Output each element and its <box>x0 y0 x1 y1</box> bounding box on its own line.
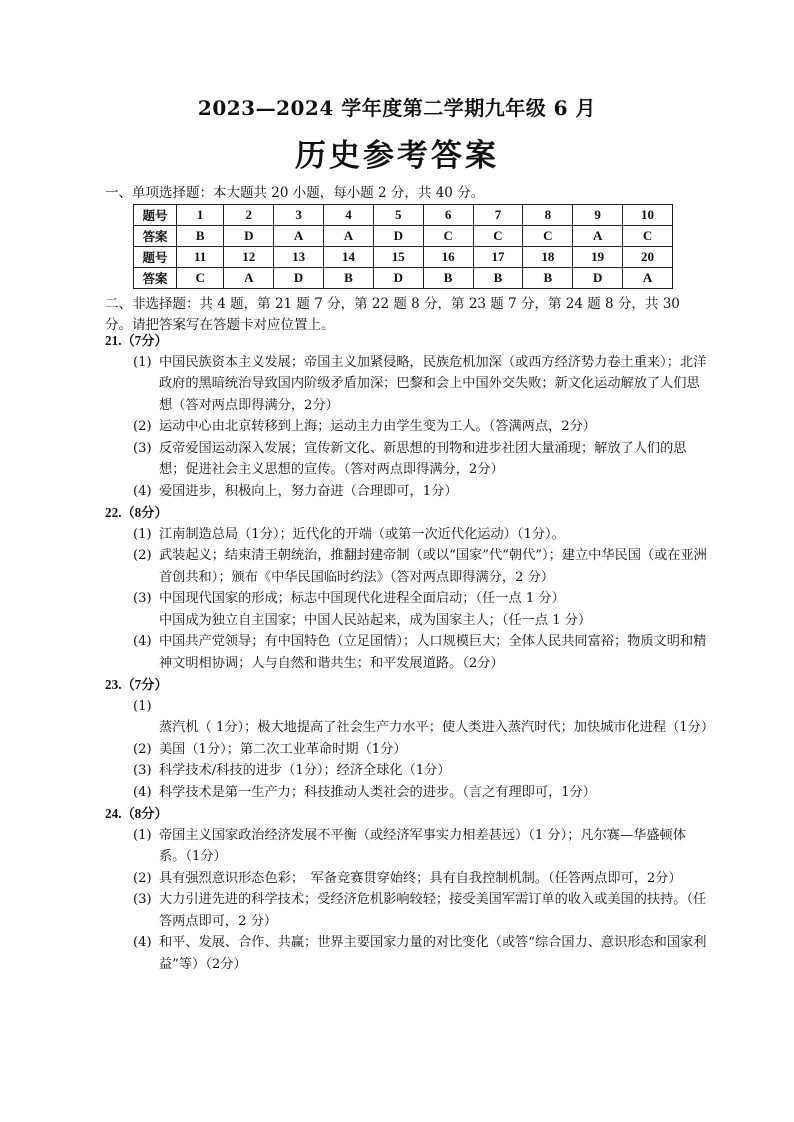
item-text: 爱国进步，积极向上，努力奋进（合理即可，1分） <box>159 483 458 499</box>
item-number: (1) <box>133 354 152 370</box>
list-item <box>133 588 710 610</box>
row-label-answer: 答案 <box>134 226 177 247</box>
table-row-answers <box>134 268 673 289</box>
table-cell: D <box>274 268 324 289</box>
table-cell: D <box>373 268 423 289</box>
table-cell: C <box>473 226 523 247</box>
item-number: (1) <box>133 526 152 542</box>
item-text: 中国现代国家的形成；标志中国现代化进程全面启动；（任一点 1 分） <box>159 591 565 606</box>
list-item <box>133 696 715 739</box>
table-cell: B <box>473 268 523 289</box>
item-text: 具有强烈意识形态色彩； 军备竞赛贯穿始终；具有自我控制机制。（任答两点即可，2分） <box>159 870 682 886</box>
item-continuation: 中国成为独立自主国家；中国人民站起来，成为国家主人；（任一点 1 分） <box>159 612 592 628</box>
list-item <box>133 760 710 782</box>
item-text: 美国（1分）；第二次工业革命时期（1分） <box>159 741 407 757</box>
item-number: (2) <box>133 741 152 757</box>
table-cell: A <box>623 268 673 289</box>
table-cell: D <box>373 226 423 247</box>
table-cell: 5 <box>373 205 423 226</box>
item-number: (3) <box>133 440 152 456</box>
question-23 <box>105 674 715 803</box>
table-cell: D <box>224 226 274 247</box>
table-cell: 16 <box>423 247 473 268</box>
item-text: 中国民族资本主义发展；帝国主义加紧侵略，民族危机加深（或西方经济势力卷土重来）；北洋政府的黑暗统治导致国内阶级矛盾加深；巴黎和会上中国外交失败；新文化运动解放了人们思想（答对两点即得满分，2分） <box>159 354 707 413</box>
list-item <box>133 545 710 588</box>
table-cell: 20 <box>623 247 673 268</box>
table-cell: B <box>523 268 573 289</box>
table-cell: 1 <box>177 205 224 226</box>
table-cell: 4 <box>324 205 374 226</box>
table-cell: D <box>573 268 623 289</box>
table-cell: 18 <box>523 247 573 268</box>
list-item <box>133 481 710 503</box>
table-cell: A <box>324 226 374 247</box>
item-number: (2) <box>133 548 152 563</box>
item-text: 蒸汽机（ 1分）；极大地提高了社会生产力水平；使人类进入蒸汽时代；加快城市化进程（1分） <box>159 720 715 735</box>
item-text: 江南制造总局（1分）；近代化的开端（或第一次近代化运动）（1分）。 <box>159 526 565 542</box>
table-cell: 12 <box>224 247 274 268</box>
item-number: (4) <box>133 784 152 800</box>
list-item <box>133 416 710 438</box>
list-item <box>133 889 710 932</box>
page-title: 历史参考答案 <box>295 138 499 174</box>
item-number: (2) <box>133 419 152 434</box>
table-cell: C <box>177 268 224 289</box>
list-item <box>133 782 710 804</box>
item-text: 科学技术/科技的进步（1分）；经济全球化（1分） <box>159 763 451 778</box>
table-cell: 10 <box>623 205 673 226</box>
row-label-question: 题号 <box>134 205 177 226</box>
question-header: 24.（8分） <box>105 806 168 821</box>
table-cell: 9 <box>573 205 623 226</box>
table-row-answers <box>134 226 673 247</box>
list-item <box>133 739 710 761</box>
item-text: 科学技术是第一生产力；科技推动人类社会的进步。（言之有理即可，1分） <box>159 784 596 800</box>
list-item <box>133 352 710 417</box>
table-cell: A <box>573 226 623 247</box>
question-header: 21.（7分） <box>105 333 168 348</box>
item-text: 武装起义；结束清王朝统治，推翻封建帝制（或以“国家”代“朝代”）；建立中华民国（或在亚洲首创共和）；颁布《中华民国临时约法》（答对两点即得满分，2 分） <box>159 548 707 585</box>
item-number: (4) <box>133 483 152 499</box>
questions-body <box>105 330 715 975</box>
table-cell: B <box>324 268 374 289</box>
table-cell: B <box>423 268 473 289</box>
question-24 <box>105 803 710 975</box>
row-label-answer: 答案 <box>134 268 177 289</box>
list-item <box>133 868 710 890</box>
exam-term-title: 2023—2024 学年度第二学期九年级 6 月 <box>197 96 597 120</box>
table-cell: A <box>224 268 274 289</box>
table-cell: 11 <box>177 247 224 268</box>
question-header: 22.（8分） <box>105 505 168 520</box>
table-cell: 17 <box>473 247 523 268</box>
table-cell: 15 <box>373 247 423 268</box>
list-item <box>133 524 710 546</box>
section2-heading: 二、非选择题：共 4 题，第 21 题 7 分，第 22 题 8 分，第 23 题 7 分，第 24 题 8 分，共 30 分。请把答案写在答题卡对应位置上。 <box>105 296 680 333</box>
table-cell: 19 <box>573 247 623 268</box>
item-number: (2) <box>133 870 152 886</box>
table-cell: B <box>177 226 224 247</box>
question-21 <box>105 330 710 502</box>
list-item <box>133 932 710 975</box>
item-number: (3) <box>133 763 152 778</box>
list-item <box>133 631 710 674</box>
table-cell: 13 <box>274 247 324 268</box>
item-text: 大力引进先进的科学技术；受经济危机影响较轻；接受美国军需订单的收入或美国的扶持。（任答两点即可，2 分） <box>159 892 707 929</box>
item-text: 和平、发展、合作、共赢；世界主要国家力量的对比变化（或答“综合国力、意识形态和国家利益”等）（2分） <box>159 935 707 972</box>
row-label-question: 题号 <box>134 247 177 268</box>
table-cell: 6 <box>423 205 473 226</box>
table-cell: 8 <box>523 205 573 226</box>
list-item <box>133 438 710 481</box>
table-cell: C <box>423 226 473 247</box>
item-number: (3) <box>133 591 152 606</box>
list-item <box>133 825 710 868</box>
table-cell: 7 <box>473 205 523 226</box>
answer-table <box>133 204 673 289</box>
item-number: (3) <box>133 892 152 907</box>
question-22 <box>105 502 710 674</box>
question-header: 23.（7分） <box>105 677 168 692</box>
item-number: (1) <box>133 827 152 843</box>
table-cell: 14 <box>324 247 374 268</box>
item-text: 中国共产党领导；有中国特色（立足国情）；人口规模巨大；全体人民共同富裕；物质文明和精神文明相协调；人与自然和谐共生；和平发展道路。（2分） <box>159 634 707 671</box>
item-number: (1) <box>133 698 152 714</box>
table-row-question-numbers <box>134 247 673 268</box>
item-text: 运动中心由北京转移到上海；运动主力由学生变为工人。（答满两点，2分） <box>159 419 596 434</box>
table-cell: 3 <box>274 205 324 226</box>
item-number: (4) <box>133 935 152 950</box>
table-cell: 2 <box>224 205 274 226</box>
item-text: 帝国主义国家政治经济发展不平衡（或经济军事实力相差甚远）（1 分）；凡尔赛—华盛顿体系。（1分） <box>159 827 686 864</box>
item-text: 反帝爱国运动深入发展；宣传新文化、新思想的刊物和进步社团大量涌现；解放了人们的思想；促进社会主义思想的宣传。（答对两点即得满分，2分） <box>159 440 687 477</box>
table-row-question-numbers <box>134 205 673 226</box>
item-number: (4) <box>133 634 152 649</box>
table-cell: C <box>523 226 573 247</box>
table-cell: A <box>274 226 324 247</box>
table-cell: C <box>623 226 673 247</box>
section1-heading: 一、单项选择题：本大题共 20 小题，每小题 2 分，共 40 分。 <box>105 185 485 201</box>
